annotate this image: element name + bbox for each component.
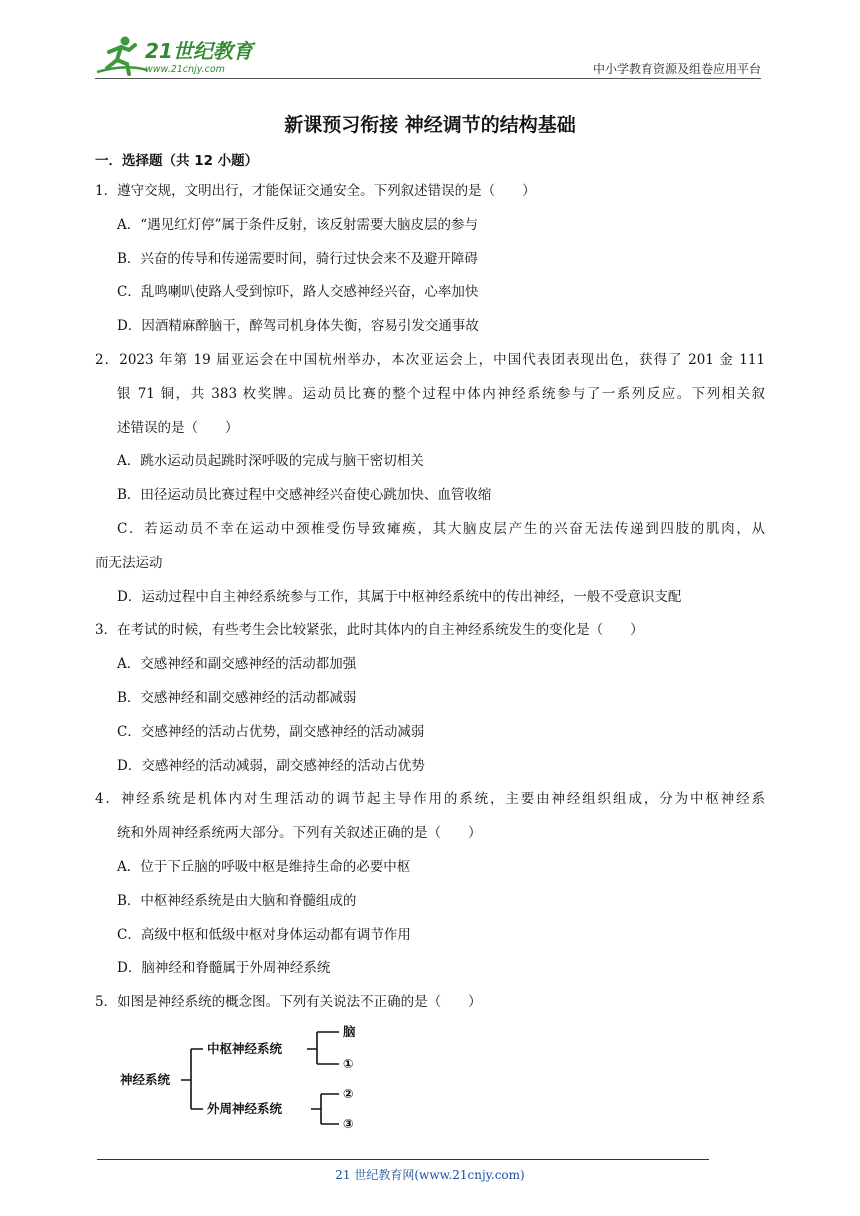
question-2 xyxy=(95,344,765,614)
option: C．乱鸣喇叭使路人受到惊吓，路人交感神经兴奋，心率加快 xyxy=(117,284,479,301)
option: D．因酒精麻醉脑干，醉驾司机身体失衡，容易引发交通事故 xyxy=(117,318,479,335)
option: C．高级中枢和低级中枢对身体运动都有调节作用 xyxy=(117,926,411,943)
question-stem: 3．在考试的时候，有些考生会比较紧张，此时其体内的自主神经系统发生的变化是（ ） xyxy=(95,622,644,639)
option: B．田径运动员比赛过程中交感神经兴奋使心跳加快、血管收缩 xyxy=(117,487,492,504)
diagram-leaf-2: ② xyxy=(343,1086,354,1101)
question-3 xyxy=(95,614,765,783)
option: A．“遇见红灯停”属于条件反射，该反射需要大脑皮层的参与 xyxy=(117,216,479,233)
running-figure-icon xyxy=(97,37,147,75)
section-heading: 一．选择题（共 12 小题） xyxy=(95,153,259,169)
option: A．交感神经和副交感神经的活动都加强 xyxy=(117,656,357,673)
logo-text: 21世纪教育 xyxy=(145,39,253,63)
platform-name: 中小学教育资源及组卷应用平台 xyxy=(592,62,761,76)
diagram-leaf-brain: 脑 xyxy=(343,1024,356,1039)
option: D．运动过程中自主神经系统参与工作，其属于中枢神经系统中的传出神经，一般不受意识支配 xyxy=(117,588,682,605)
diagram-leaf-3: ③ xyxy=(343,1116,354,1131)
question-stem: 银 71 铜，共 383 枚奖牌。运动员比赛的整个过程中体内神经系统参与了一系列反应。下列相关叙 xyxy=(117,385,765,402)
question-stem: 5．如图是神经系统的概念图。下列有关说法不正确的是（ ） xyxy=(95,994,482,1011)
question-stem: 述错误的是（ ） xyxy=(117,419,239,436)
diagram-central-label: 中枢神经系统 xyxy=(207,1041,283,1056)
page-header xyxy=(95,30,761,80)
option: 而无法运动 xyxy=(95,554,163,571)
question-list xyxy=(95,148,765,1020)
header-divider xyxy=(95,78,761,79)
question-1 xyxy=(95,175,765,344)
page-title: 新课预习衔接 神经调节的结构基础 xyxy=(284,114,576,136)
diagram-root-label: 神经系统 xyxy=(120,1072,171,1087)
option: C．交感神经的活动占优势，副交感神经的活动减弱 xyxy=(117,723,425,740)
option: A．跳水运动员起跳时深呼吸的完成与脑干密切相关 xyxy=(117,453,424,470)
option: D．脑神经和脊髓属于外周神经系统 xyxy=(117,960,331,977)
question-5 xyxy=(95,986,765,1020)
option: C．若运动员不幸在运动中颈椎受伤导致瘫痪，其大脑皮层产生的兴奋无法传递到四肢的肌肉，从 xyxy=(117,520,765,537)
option: D．交感神经的活动减弱，副交感神经的活动占优势 xyxy=(117,757,425,774)
question-stem: 1．遵守交规，文明出行，才能保证交通安全。下列叙述错误的是（ ） xyxy=(95,183,536,199)
question-stem: 2．2023 年第 19 届亚运会在中国杭州举办，本次亚运会上，中国代表团表现出色，获得了 201 金 111 xyxy=(95,351,765,368)
logo xyxy=(95,34,265,78)
question-stem: 4．神经系统是机体内对生理活动的调节起主导作用的系统，主要由神经组织组成，分为中枢神经系 xyxy=(95,791,765,808)
footer-text: 21 世纪教育网(www.21cnjy.com) xyxy=(335,1168,525,1182)
question-stem: 统和外周神经系统两大部分。下列有关叙述正确的是（ ） xyxy=(117,825,482,842)
option: B．兴奋的传导和传递需要时间，骑行过快会来不及避开障碍 xyxy=(117,250,478,267)
logo-url: www.21cnjy.com xyxy=(145,64,225,75)
option: B．中枢神经系统是由大脑和脊髓组成的 xyxy=(117,892,357,909)
option: B．交感神经和副交感神经的活动都减弱 xyxy=(117,689,357,706)
option: A．位于下丘脑的呼吸中枢是维持生命的必要中枢 xyxy=(117,858,411,875)
footer-divider xyxy=(97,1159,709,1160)
concept-diagram xyxy=(115,1020,375,1135)
diagram-peripheral-label: 外周神经系统 xyxy=(207,1101,283,1116)
diagram-leaf-1: ① xyxy=(343,1056,354,1071)
question-4 xyxy=(95,783,765,986)
